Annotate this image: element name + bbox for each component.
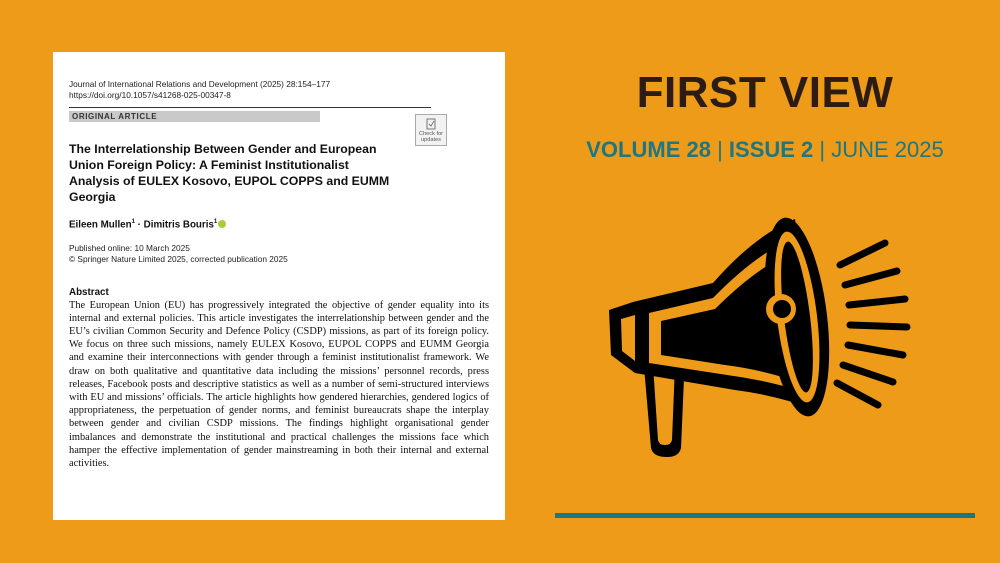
published-date: Published online: 10 March 2025 xyxy=(69,242,190,253)
orcid-icon[interactable] xyxy=(218,220,226,228)
author-separator: · xyxy=(134,219,144,231)
check-updates-badge[interactable] xyxy=(415,114,447,146)
copyright-line: © Springer Nature Limited 2025, corrected publication 2025 xyxy=(69,253,288,264)
doi-link[interactable]: https://doi.org/10.1057/s41268-025-00347-8 xyxy=(69,90,231,100)
abstract-text: The European Union (EU) has progressively integrated the objective of gender equality into its internal and external policies. This article investigates the interrelationship between gender and the EU’s civilian Common Security and Defence Policy (CSDP) missions, as part of its foreign policy. We focus on three such missions, namely EULEX Kosovo, EUPOL COPPS and EUMM Georgia and examine their interconnections with gender through a feminist institutionalist framework. We draw on both qualitative and quantitative data including the missions’ personnel records, press releases, Facebook posts and descriptive statistics as well as a number of semi-structured interviews with EU and missions’ officials. The article highlights how gendered hierarchies, gendered logics of appropriateness, the perpetuation of gender norms, and feminist bureaucrats shape the interplay between gender and civilian CSDP missions. The findings highlight organisational gender imbalances and demonstrate the institutional and practical challenges the missions face which hamper the effective implementation of gender mainstreaming in both their internal and external activities. xyxy=(69,299,489,470)
author-2[interactable]: Dimitris Bouris xyxy=(143,219,214,231)
check-updates-line1: Check for xyxy=(419,131,443,137)
issue-date: JUNE 2025 xyxy=(831,137,944,162)
check-updates-icon xyxy=(426,118,436,130)
publication-info xyxy=(69,243,489,265)
check-updates-line2: updates xyxy=(421,137,441,143)
article-type-label: ORIGINAL ARTICLE xyxy=(69,111,320,122)
author-1-affiliation: 1 xyxy=(131,219,135,226)
header-rule xyxy=(69,107,431,108)
journal-citation xyxy=(69,79,489,101)
issue-info xyxy=(555,137,975,163)
article-preview xyxy=(53,52,505,520)
accent-underline xyxy=(555,513,975,518)
issue-sep-2: | xyxy=(813,137,832,162)
issue-label: ISSUE 2 xyxy=(728,137,814,162)
megaphone-icon xyxy=(595,205,925,470)
journal-line: Journal of International Relations and Development (2025) 28:154–177 xyxy=(69,79,331,89)
author-1[interactable]: Eileen Mullen xyxy=(69,219,132,231)
abstract-heading: Abstract xyxy=(69,286,109,298)
author-2-affiliation: 1 xyxy=(213,219,218,226)
volume-label: VOLUME 28 xyxy=(586,137,711,162)
author-list xyxy=(69,219,489,230)
first-view-heading: FIRST VIEW xyxy=(636,68,894,117)
issue-sep-1: | xyxy=(710,137,729,162)
article-title: The Interrelationship Between Gender and European Union Foreign Policy: A Feminist Institutionalist Analysis of EULEX Kosovo, EUPOL COPPS and EUMM Georgia xyxy=(69,142,390,205)
